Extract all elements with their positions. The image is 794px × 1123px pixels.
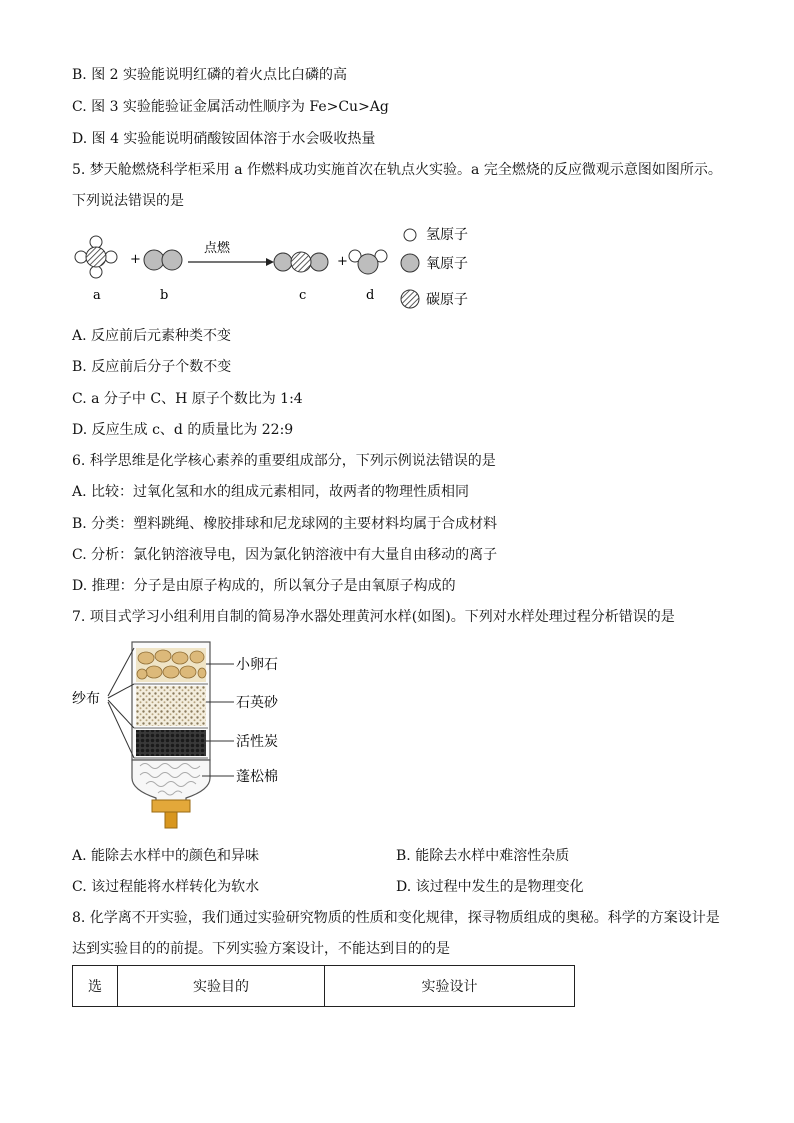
q7-stem: 7. 项目式学习小组利用自制的简易净水器处理黄河水样(如图)。下列对水样处理过程分析错误的是 [72, 609, 675, 625]
molecule-d [349, 250, 387, 274]
legend-carbon-icon [401, 290, 419, 308]
q4-option-b: B. 图 2 实验能说明红磷的着火点比白磷的高 [72, 67, 347, 83]
q4-option-d: D. 图 4 实验能说明硝酸铵固体溶于水会吸收热量 [72, 131, 376, 147]
sand-label: 石英砂 [236, 695, 278, 711]
q7-option-c: C. 该过程能将水样转化为软水 [72, 879, 260, 895]
q6-option-d: D. 推理：分子是由原子构成的，所以氧分子是由氧原子构成的 [72, 578, 456, 594]
carbon-label: 活性炭 [236, 734, 278, 750]
pebbles-label: 小卵石 [236, 657, 278, 673]
table-header-row [73, 966, 575, 1007]
q5-stem-line-1: 5. 梦天舱燃烧科学柜采用 a 作燃料成功实施首次在轨点火实验。a 完全燃烧的反应微观示意图如图所示。 [72, 162, 722, 178]
header-design: 实验设计 [325, 966, 575, 1007]
label-c: c [299, 288, 307, 303]
q5-option-d: D. 反应生成 c、d 的质量比为 22:9 [72, 422, 294, 438]
q5-option-b: B. 反应前后分子个数不变 [72, 359, 232, 375]
legend-oxygen-label: 氧原子 [426, 256, 468, 272]
legend-carbon-label: 碳原子 [426, 292, 468, 308]
label-b: b [160, 288, 169, 303]
q8-stem-line-1: 8. 化学离不开实验，我们通过实验研究物质的性质和变化规律，探寻物质组成的奥秘。科学的方案设计是 [72, 910, 720, 926]
legend-hydrogen-label: 氢原子 [426, 227, 468, 243]
molecule-b [144, 250, 182, 270]
q6-option-c: C. 分析：氯化钠溶液导电，因为氯化钠溶液中有大量自由移动的离子 [72, 547, 498, 563]
q7-option-d: D. 该过程中发生的是物理变化 [396, 879, 584, 895]
reaction-diagram [70, 222, 490, 322]
bottle-spout [165, 812, 177, 828]
plus-sign-2: + [337, 254, 348, 269]
plus-sign-1: + [130, 252, 141, 267]
header-purpose: 实验目的 [118, 966, 325, 1007]
label-d: d [366, 288, 375, 303]
bottle-cap [152, 800, 190, 812]
legend-oxygen-icon [401, 254, 419, 272]
gauze-label: 纱布 [72, 691, 100, 707]
q5-option-a: A. 反应前后元素种类不变 [72, 328, 232, 344]
header-option: 选 [73, 966, 118, 1007]
q8-stem-line-2: 达到实验目的的前提。下列实验方案设计，不能达到目的的是 [72, 941, 450, 957]
q6-option-b: B. 分类：塑料跳绳、橡胶排球和尼龙球网的主要材料均属于合成材料 [72, 516, 498, 532]
legend [401, 227, 468, 308]
molecule-c [274, 252, 328, 272]
cotton-label: 蓬松棉 [236, 769, 278, 785]
q7-option-a: A. 能除去水样中的颜色和异味 [72, 848, 260, 864]
q7-option-b: B. 能除去水样中难溶性杂质 [396, 848, 570, 864]
sand-layer [136, 686, 206, 726]
gauze-pointer-lines [108, 648, 134, 758]
q4-option-c: C. 图 3 实验能验证金属活动性顺序为 Fe>Cu>Ag [72, 99, 389, 115]
molecule-a [75, 236, 117, 278]
q5-stem-line-2: 下列说法错误的是 [72, 193, 184, 209]
experiment-table [72, 965, 575, 1007]
legend-hydrogen-icon [404, 229, 416, 241]
q5-option-c: C. a 分子中 C、H 原子个数比为 1:4 [72, 391, 303, 407]
arrow-label: 点燃 [204, 241, 231, 256]
q6-stem: 6. 科学思维是化学核心素养的重要组成部分，下列示例说法错误的是 [72, 453, 496, 469]
q6-option-a: A. 比较：过氧化氢和水的组成元素相同，故两者的物理性质相同 [72, 484, 470, 500]
carbon-layer [136, 730, 206, 756]
arrow-head [266, 258, 274, 266]
label-a: a [93, 288, 101, 303]
water-filter-diagram [70, 638, 310, 834]
